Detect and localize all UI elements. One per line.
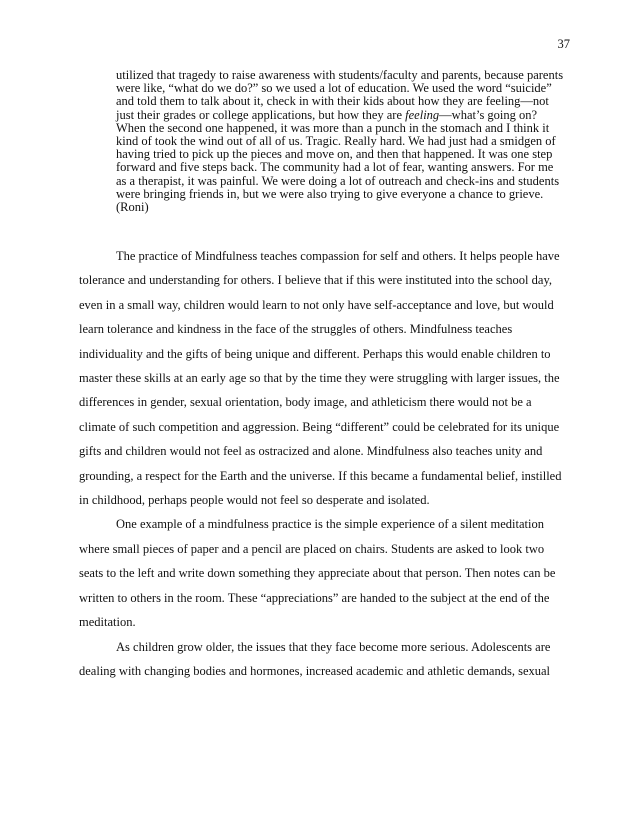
paragraph-line: tolerance and understanding for others. I believe that if this were instituted into the school day, [79, 273, 553, 288]
quote-line [116, 109, 564, 122]
quote-line: and told them to talk about it, check in with their kids about how they are feeling—not [116, 94, 549, 109]
body-text [79, 244, 563, 683]
quote-line: were like, “what do we do?” so we used a lot of education. We used the word “suicide” [116, 81, 552, 96]
paragraph-mindfulness-compassion [79, 244, 563, 512]
paragraph-line: gifts and children would not feel as ostracized and alone. Mindfulness also teaches unity and [79, 444, 543, 459]
quote-text: —what’s going on? [439, 107, 538, 122]
paragraph-adolescents [79, 635, 563, 684]
paragraph-line: The practice of Mindfulness teaches compassion for self and others. It helps people have [116, 249, 560, 263]
block-quote [116, 69, 564, 214]
quote-line: were bringing friends in, but we were also trying to give everyone a chance to grieve. [116, 186, 544, 201]
paragraph-line: even in a small way, children would learn to not only have self-acceptance and love, but would [79, 297, 554, 312]
quote-line: having tried to pick up the pieces and move on, and then that happened. It was one step [116, 147, 553, 162]
paragraph-line: climate of such competition and aggression. Being “different” could be celebrated for its unique [79, 419, 560, 434]
quote-emphasis: feeling [405, 107, 440, 122]
paragraph-line: seats to the left and write down something they appreciate about that person. Then notes can be [79, 566, 556, 581]
paragraph-line: grounding, a respect for the Earth and the universe. If this became a fundamental belief, instilled [79, 468, 562, 483]
quote-line: forward and five steps back. The community had a lot of fear, wanting answers. For me [116, 160, 554, 175]
paragraph-line: where small pieces of paper and a pencil are placed on chairs. Students are asked to look two [79, 541, 545, 556]
quote-attribution: (Roni) [116, 200, 149, 215]
paragraph-line: meditation. [79, 615, 136, 630]
paragraph-line: learn tolerance and kindness in the face of the struggles of others. Mindfulness teaches [79, 322, 513, 337]
page-number: 37 [557, 37, 570, 51]
quote-line: When the second one happened, it was more than a punch in the stomach and I think it [116, 120, 550, 135]
quote-text: just their grades or college applications, but how they are [116, 107, 406, 122]
quote-line: utilized that tragedy to raise awareness with students/faculty and parents, because parents [116, 68, 564, 82]
paragraph-line: written to others in the room. These “appreciations” are handed to the subject at the end of the [79, 590, 550, 605]
quote-line: as a therapist, it was painful. We were doing a lot of outreach and check-ins and students [116, 173, 560, 188]
paragraph-meditation-example [79, 512, 563, 634]
paragraph-line: in childhood, perhaps people would not feel so desperate and isolated. [79, 493, 430, 508]
paragraph-line: individuality and the gifts of being unique and different. Perhaps this would enable children to [79, 346, 551, 361]
paragraph-line: As children grow older, the issues that they face become more serious. Adolescents are [116, 639, 551, 654]
paragraph-line: master these skills at an early age so that by the time they were struggling with larger issues, the [79, 371, 560, 386]
paragraph-line: differences in gender, sexual orientation, body image, and athleticism there would not be a [79, 395, 532, 410]
paragraph-line: One example of a mindfulness practice is the simple experience of a silent meditation [116, 517, 544, 532]
paragraph-line: dealing with changing bodies and hormones, increased academic and athletic demands, sexual [79, 663, 551, 678]
quote-line: kind of took the wind out of all of us. Tragic. Really hard. We had just had a smidgen of [116, 134, 556, 149]
